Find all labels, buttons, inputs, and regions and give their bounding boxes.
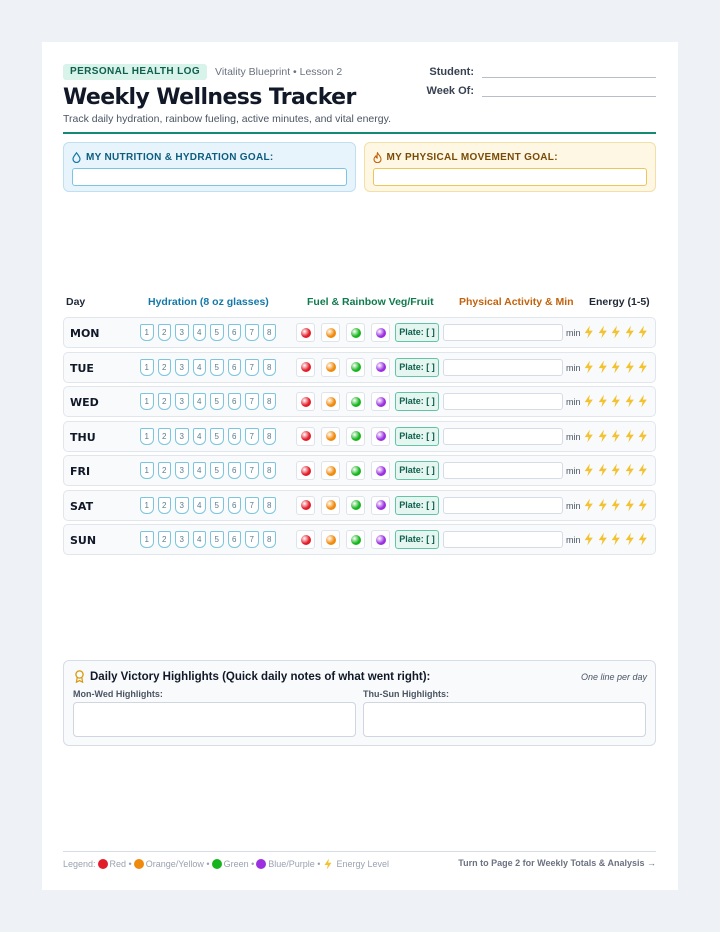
purple-dot-icon	[376, 431, 386, 441]
plate-checkbox[interactable]: Plate: [ ]	[395, 358, 439, 377]
red-produce-checkbox[interactable]	[296, 358, 315, 377]
glass-checkbox[interactable]: 4	[193, 531, 207, 548]
glass-checkbox[interactable]: 3	[175, 393, 189, 410]
activity-input[interactable]	[443, 462, 563, 479]
green-produce-checkbox[interactable]	[346, 461, 365, 480]
hydration-glasses	[140, 324, 280, 341]
glass-checkbox[interactable]: 3	[175, 324, 189, 341]
lightning-bolt-icon[interactable]	[597, 498, 609, 512]
orange-dot-icon	[326, 431, 336, 441]
legend-green-label: Green •	[223, 859, 255, 869]
rainbow-fuel-checks	[296, 392, 396, 411]
log-badge: PERSONAL HEALTH LOG	[63, 64, 207, 80]
day-label: WED	[70, 396, 99, 409]
legend-energy-label: Energy Level	[336, 859, 389, 869]
mon-wed-label: Mon-Wed Highlights:	[73, 689, 163, 699]
orange-dot-icon	[326, 362, 336, 372]
glass-checkbox[interactable]: 2	[158, 324, 172, 341]
lightning-bolt-icon[interactable]	[624, 463, 636, 477]
lightning-bolt-icon[interactable]	[637, 394, 649, 408]
lightning-bolt-icon[interactable]	[597, 463, 609, 477]
goals-section	[63, 142, 656, 192]
glass-checkbox[interactable]: 1	[140, 393, 154, 410]
glass-checkbox[interactable]: 4	[193, 324, 207, 341]
minutes-label: min	[566, 362, 581, 373]
tracker-table-header	[63, 296, 656, 310]
purple-dot-icon	[376, 535, 386, 545]
lightning-bolt-icon[interactable]	[610, 463, 622, 477]
lightning-bolt-icon[interactable]	[597, 532, 609, 546]
highlights-note: One line per day	[580, 672, 647, 682]
glass-checkbox[interactable]: 7	[245, 428, 259, 445]
red-dot-icon	[301, 397, 311, 407]
glass-checkbox[interactable]: 5	[210, 531, 224, 548]
rainbow-fuel-checks	[296, 323, 396, 342]
glass-checkbox[interactable]: 4	[193, 359, 207, 376]
energy-rating	[583, 463, 651, 477]
lightning-bolt-icon[interactable]	[624, 360, 636, 374]
day-label: SUN	[70, 534, 97, 547]
highlights-title: Daily Victory Highlights (Quick daily notes of what went right):	[90, 670, 431, 683]
red-produce-checkbox[interactable]	[296, 530, 315, 549]
glass-checkbox[interactable]: 6	[228, 324, 242, 341]
lightning-bolt-icon[interactable]	[637, 360, 649, 374]
lesson-breadcrumb: Vitality Blueprint • Lesson 2	[215, 66, 343, 78]
green-dot-icon	[351, 431, 361, 441]
lightning-bolt-icon[interactable]	[624, 325, 636, 339]
red-produce-checkbox[interactable]	[296, 496, 315, 515]
energy-rating	[583, 429, 651, 443]
next-page-link[interactable]: Turn to Page 2 for Weekly Totals & Analysis →	[458, 858, 656, 868]
red-dot-icon	[301, 362, 311, 372]
activity-input[interactable]	[443, 531, 563, 548]
day-row-tue	[63, 352, 656, 383]
day-label: MON	[70, 327, 100, 340]
thu-sun-column	[363, 689, 646, 737]
day-label: TUE	[70, 361, 94, 375]
hydration-glasses	[140, 531, 280, 548]
movement-goal-input[interactable]	[373, 168, 648, 186]
minutes-label: min	[566, 397, 581, 407]
activity-column-header: Physical Activity & Min	[459, 296, 574, 308]
glass-checkbox[interactable]: 2	[158, 393, 172, 410]
green-produce-checkbox[interactable]	[346, 530, 365, 549]
page-footer	[63, 851, 656, 869]
hydration-column-header: Hydration (8 oz glasses)	[148, 296, 269, 308]
minutes-label: min	[566, 500, 581, 511]
green-dot-icon	[351, 362, 361, 372]
lightning-bolt-icon[interactable]	[597, 325, 609, 339]
green-produce-checkbox[interactable]	[346, 496, 365, 515]
activity-input[interactable]	[443, 359, 563, 376]
glass-checkbox[interactable]: 3	[175, 359, 189, 376]
glass-checkbox[interactable]: 8	[263, 324, 277, 341]
green-dot-icon	[351, 535, 361, 545]
mon-wed-highlights-input[interactable]	[73, 702, 356, 737]
lightning-bolt-icon[interactable]	[583, 394, 595, 408]
glass-checkbox[interactable]: 5	[210, 428, 224, 445]
worksheet-content	[63, 64, 656, 869]
orange-produce-checkbox[interactable]	[321, 323, 340, 342]
glass-checkbox[interactable]: 5	[210, 497, 224, 514]
glass-checkbox[interactable]: 1	[140, 428, 154, 445]
orange-dot-icon	[326, 535, 336, 545]
glass-checkbox[interactable]: 8	[263, 393, 277, 410]
movement-goal-label: MY PHYSICAL MOVEMENT GOAL:	[386, 151, 558, 163]
purple-produce-checkbox[interactable]	[371, 323, 390, 342]
activity-input[interactable]	[443, 324, 563, 341]
lightning-bolt-icon[interactable]	[637, 532, 649, 546]
orange-dot-icon	[326, 466, 336, 476]
green-dot-icon	[351, 500, 361, 510]
legend-red-label: Red •	[109, 859, 132, 869]
plate-checkbox[interactable]: Plate: [ ]	[395, 427, 439, 446]
glass-checkbox[interactable]: 7	[245, 462, 259, 479]
day-label: FRI	[70, 465, 91, 478]
legend-orange-dot	[134, 859, 144, 869]
lightning-bolt-icon[interactable]	[624, 429, 636, 443]
purple-produce-checkbox[interactable]	[371, 392, 390, 411]
lightning-bolt-icon[interactable]	[583, 325, 595, 339]
rainbow-fuel-checks	[296, 358, 396, 377]
red-dot-icon	[301, 328, 311, 338]
hydration-glasses	[140, 497, 280, 514]
nutrition-goal-label: MY NUTRITION & HYDRATION GOAL:	[86, 151, 274, 163]
lightning-bolt-icon[interactable]	[583, 498, 595, 512]
purple-produce-checkbox[interactable]	[371, 427, 390, 446]
green-produce-checkbox[interactable]	[346, 323, 365, 342]
glass-checkbox[interactable]: 1	[140, 324, 154, 341]
glass-checkbox[interactable]: 5	[210, 393, 224, 410]
day-row-mon	[63, 317, 656, 348]
glass-checkbox[interactable]: 7	[245, 393, 259, 410]
purple-dot-icon	[376, 328, 386, 338]
energy-rating	[583, 360, 651, 374]
movement-goal-heading	[373, 151, 648, 163]
orange-produce-checkbox[interactable]	[321, 427, 340, 446]
glass-checkbox[interactable]: 6	[228, 462, 242, 479]
day-row-wed	[63, 386, 656, 417]
lightning-bolt-icon[interactable]	[624, 498, 636, 512]
day-label: SAT	[70, 499, 94, 513]
nutrition-goal-heading	[72, 151, 347, 163]
glass-checkbox[interactable]: 5	[210, 359, 224, 376]
orange-produce-checkbox[interactable]	[321, 461, 340, 480]
day-row-fri	[63, 455, 656, 486]
hydration-glasses	[140, 359, 280, 376]
activity-input[interactable]	[443, 428, 563, 445]
lightning-bolt-icon[interactable]	[597, 429, 609, 443]
glass-checkbox[interactable]: 5	[210, 324, 224, 341]
lightning-bolt-icon[interactable]	[610, 394, 622, 408]
lightning-bolt-icon[interactable]	[637, 325, 649, 339]
glass-checkbox[interactable]: 1	[140, 359, 154, 376]
lightning-bolt-icon[interactable]	[583, 429, 595, 443]
student-name-field[interactable]	[482, 66, 656, 78]
green-produce-checkbox[interactable]	[346, 392, 365, 411]
green-dot-icon	[351, 328, 361, 338]
day-row-sun	[63, 524, 656, 555]
lightning-bolt-icon[interactable]	[624, 532, 636, 546]
week-of-field[interactable]	[482, 85, 656, 97]
thu-sun-label: Thu-Sun Highlights:	[363, 689, 449, 699]
glass-checkbox[interactable]: 7	[245, 359, 259, 376]
glass-checkbox[interactable]: 7	[245, 497, 259, 514]
orange-produce-checkbox[interactable]	[321, 530, 340, 549]
day-row-sat	[63, 490, 656, 521]
lightning-bolt-icon[interactable]	[610, 498, 622, 512]
minutes-label: min	[566, 328, 581, 338]
red-produce-checkbox[interactable]	[296, 323, 315, 342]
page-title: Weekly Wellness Tracker	[63, 85, 356, 110]
flame-icon	[373, 152, 382, 163]
glass-checkbox[interactable]: 4	[193, 393, 207, 410]
hydration-glasses	[140, 428, 280, 445]
lightning-bolt-icon[interactable]	[583, 360, 595, 374]
glass-checkbox[interactable]: 6	[228, 393, 242, 410]
purple-produce-checkbox[interactable]	[371, 461, 390, 480]
legend-purple-dot	[256, 859, 266, 869]
rainbow-fuel-checks	[296, 530, 396, 549]
red-produce-checkbox[interactable]	[296, 461, 315, 480]
energy-rating	[583, 532, 651, 546]
glass-checkbox[interactable]: 6	[228, 497, 242, 514]
activity-input[interactable]	[443, 393, 563, 410]
lightning-bolt-icon[interactable]	[597, 394, 609, 408]
legend-green-dot	[212, 859, 222, 869]
lightning-bolt-icon[interactable]	[583, 463, 595, 477]
lightning-bolt-icon[interactable]	[597, 360, 609, 374]
red-dot-icon	[301, 466, 311, 476]
page-subtitle: Track daily hydration, rainbow fueling, active minutes, and vital energy.	[63, 113, 391, 125]
mon-wed-column	[73, 689, 356, 737]
glass-checkbox[interactable]: 3	[175, 462, 189, 479]
header-divider	[63, 132, 656, 134]
day-column-header: Day	[66, 296, 86, 308]
purple-dot-icon	[376, 500, 386, 510]
legend-red-dot	[98, 859, 108, 869]
glass-checkbox[interactable]: 7	[245, 531, 259, 548]
purple-dot-icon	[376, 397, 386, 407]
rainbow-fuel-checks	[296, 496, 396, 515]
day-row-thu	[63, 421, 656, 452]
red-produce-checkbox[interactable]	[296, 392, 315, 411]
purple-produce-checkbox[interactable]	[371, 530, 390, 549]
legend	[63, 858, 389, 870]
week-label: Week Of:	[426, 85, 474, 97]
rainbow-fuel-checks	[296, 461, 396, 480]
worksheet-page	[42, 42, 678, 890]
glass-checkbox[interactable]: 4	[193, 428, 207, 445]
purple-dot-icon	[376, 362, 386, 372]
plate-checkbox[interactable]: Plate: [ ]	[395, 461, 439, 480]
orange-produce-checkbox[interactable]	[321, 392, 340, 411]
glass-checkbox[interactable]: 8	[263, 462, 277, 479]
day-label: THU	[70, 430, 96, 444]
purple-produce-checkbox[interactable]	[371, 496, 390, 515]
week-row	[426, 83, 656, 97]
hydration-glasses	[140, 462, 280, 479]
water-drop-icon	[72, 152, 81, 163]
glass-checkbox[interactable]: 8	[263, 428, 277, 445]
glass-checkbox[interactable]: 2	[158, 531, 172, 548]
lightning-bolt-icon[interactable]	[624, 394, 636, 408]
student-info	[426, 64, 656, 102]
plate-checkbox[interactable]: Plate: [ ]	[395, 392, 439, 411]
glass-checkbox[interactable]: 3	[175, 531, 189, 548]
orange-dot-icon	[326, 500, 336, 510]
rainbow-fuel-checks	[296, 427, 396, 446]
glass-checkbox[interactable]: 4	[193, 497, 207, 514]
glass-checkbox[interactable]: 7	[245, 324, 259, 341]
lightning-bolt-icon[interactable]	[610, 429, 622, 443]
green-dot-icon	[351, 397, 361, 407]
student-label: Student:	[429, 66, 474, 78]
lightning-bolt-icon[interactable]	[583, 532, 595, 546]
minutes-label: min	[566, 535, 581, 545]
lightning-bolt-icon[interactable]	[610, 360, 622, 374]
glass-checkbox[interactable]: 4	[193, 462, 207, 479]
fuel-column-header: Fuel & Rainbow Veg/Fruit	[307, 296, 434, 308]
plate-checkbox[interactable]: Plate: [ ]	[395, 496, 439, 515]
orange-dot-icon	[326, 397, 336, 407]
lightning-bolt-icon[interactable]	[637, 429, 649, 443]
lightning-bolt-icon[interactable]	[610, 325, 622, 339]
glass-checkbox[interactable]: 8	[263, 359, 277, 376]
glass-checkbox[interactable]: 1	[140, 497, 154, 514]
orange-dot-icon	[326, 328, 336, 338]
orange-produce-checkbox[interactable]	[321, 358, 340, 377]
glass-checkbox[interactable]: 5	[210, 462, 224, 479]
purple-dot-icon	[376, 466, 386, 476]
glass-checkbox[interactable]: 1	[140, 462, 154, 479]
glass-checkbox[interactable]: 3	[175, 428, 189, 445]
purple-produce-checkbox[interactable]	[371, 358, 390, 377]
activity-input[interactable]	[443, 497, 563, 514]
orange-produce-checkbox[interactable]	[321, 496, 340, 515]
glass-checkbox[interactable]: 6	[228, 531, 242, 548]
glass-checkbox[interactable]: 2	[158, 359, 172, 376]
victory-highlights-panel	[63, 660, 656, 746]
nutrition-goal-card	[63, 142, 356, 192]
minutes-label: min	[566, 466, 581, 476]
green-produce-checkbox[interactable]	[346, 358, 365, 377]
red-dot-icon	[301, 500, 311, 510]
energy-column-header: Energy (1-5)	[589, 296, 650, 308]
lightning-bolt-icon[interactable]	[637, 498, 649, 512]
lightning-bolt-icon	[323, 858, 333, 870]
highlights-heading	[74, 670, 430, 683]
award-ribbon-icon	[74, 670, 85, 683]
plate-checkbox[interactable]: Plate: [ ]	[395, 530, 439, 549]
green-produce-checkbox[interactable]	[346, 427, 365, 446]
red-dot-icon	[301, 535, 311, 545]
glass-checkbox[interactable]: 6	[228, 428, 242, 445]
glass-checkbox[interactable]: 6	[228, 359, 242, 376]
red-produce-checkbox[interactable]	[296, 427, 315, 446]
tracker-rows	[63, 317, 656, 559]
glass-checkbox[interactable]: 8	[263, 531, 277, 548]
energy-rating	[583, 498, 651, 512]
glass-checkbox[interactable]: 1	[140, 531, 154, 548]
student-row	[426, 64, 656, 78]
glass-checkbox[interactable]: 3	[175, 497, 189, 514]
plate-checkbox[interactable]: Plate: [ ]	[395, 323, 439, 342]
movement-goal-card	[364, 142, 657, 192]
lightning-bolt-icon[interactable]	[610, 532, 622, 546]
nutrition-goal-input[interactable]	[72, 168, 347, 186]
green-dot-icon	[351, 466, 361, 476]
legend-orange-label: Orange/Yellow •	[145, 859, 210, 869]
lightning-bolt-icon[interactable]	[637, 463, 649, 477]
glass-checkbox[interactable]: 8	[263, 497, 277, 514]
energy-rating	[583, 325, 651, 339]
glass-checkbox[interactable]: 2	[158, 428, 172, 445]
minutes-label: min	[566, 431, 581, 442]
red-dot-icon	[301, 431, 311, 441]
glass-checkbox[interactable]: 2	[158, 462, 172, 479]
legend-prefix: Legend:	[63, 859, 96, 869]
hydration-glasses	[140, 393, 280, 410]
glass-checkbox[interactable]: 2	[158, 497, 172, 514]
energy-rating	[583, 394, 651, 408]
thu-sun-highlights-input[interactable]	[363, 702, 646, 737]
legend-purple-label: Blue/Purple •	[268, 859, 321, 869]
